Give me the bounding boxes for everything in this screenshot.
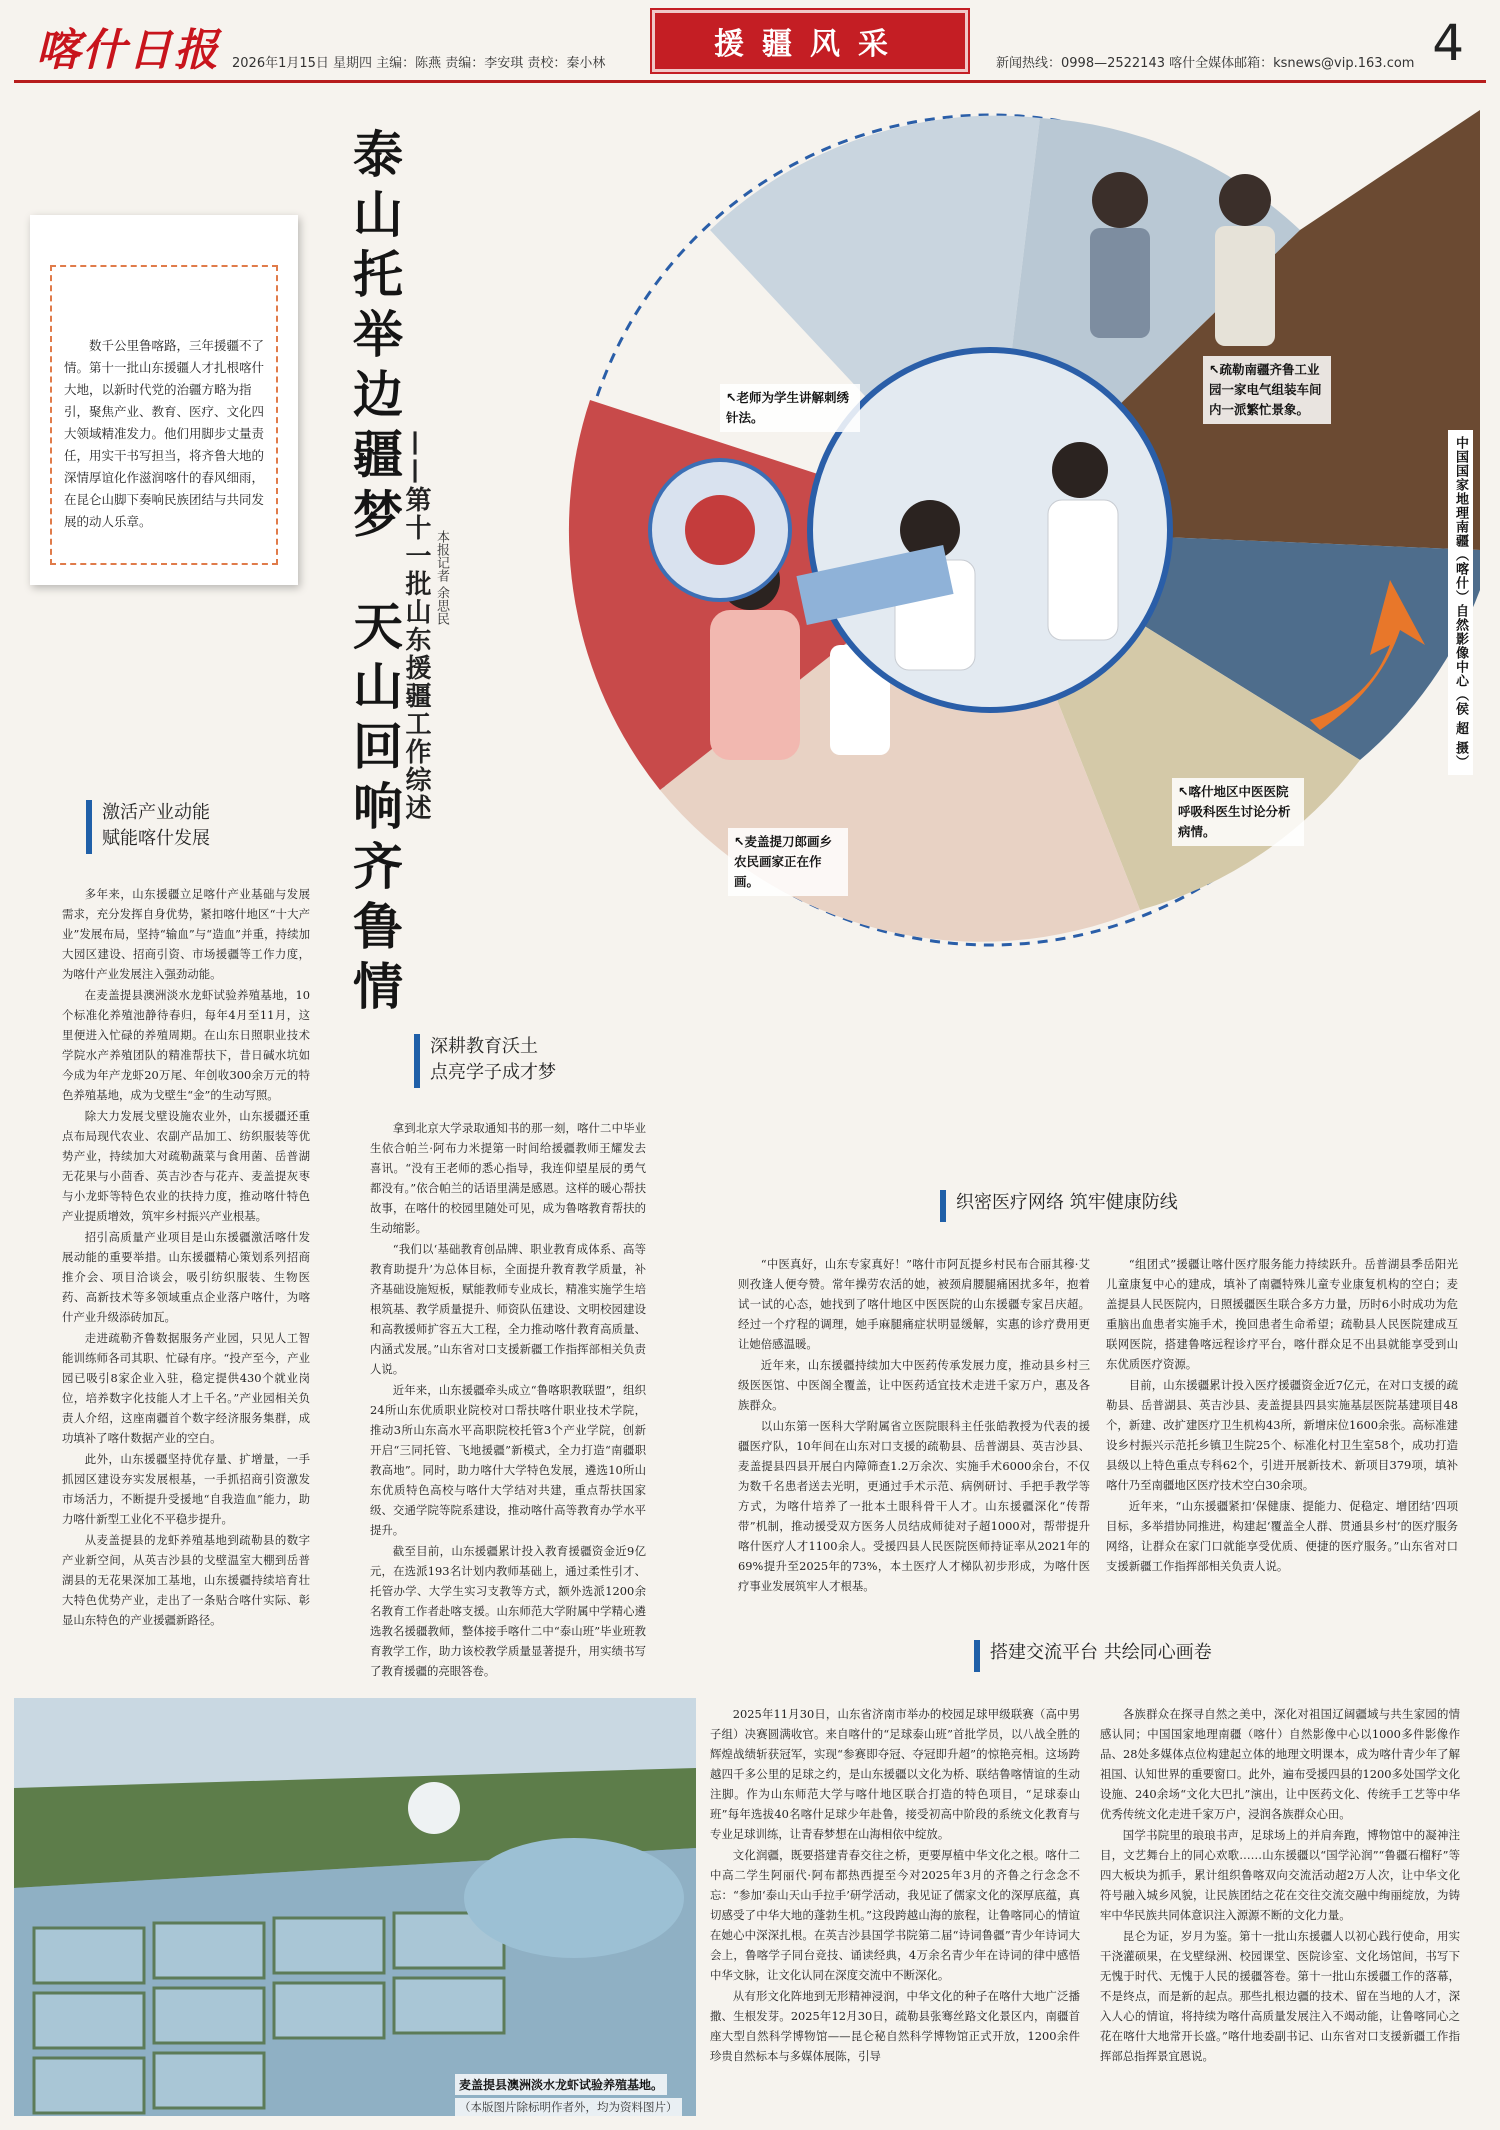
- photo-crayfish-base: [14, 1698, 696, 2116]
- paragraph: 多年来，山东援疆立足喀什产业基础与发展需求，充分发挥自身优势，紧扣喀什地区“十大产业”发展布局，坚持“输血”与“造血”并重，持续加大园区建设、招商引资、市场援疆等工作力度，为喀什产业发展注入强劲动能。: [62, 887, 310, 981]
- intro-text: 数千公里鲁喀路，三年援疆不了情。第十一批山东援疆人才扎根喀什大地，以新时代党的治疆方略为指引，聚焦产业、教育、医疗、文化四大领域精准发力。他们用脚步丈量责任，用实干书写担当，将齐鲁大地的深情厚谊化作滋润喀什的春风细雨，在昆仑山脚下奏响民族团结与共同发展的动人乐章。: [64, 338, 265, 529]
- paragraph: 在麦盖提县澳洲淡水龙虾试验养殖基地，10个标准化养殖池静待春归，每年4月至11月，这里便进入忙碌的养殖周期。在山东日照职业技术学院水产养殖团队的精准帮扶下，昔日碱水坑如今成为年产龙虾20万尾、年创收300余万元的特色养殖基地，成为戈壁生“金”的生动写照。: [62, 988, 310, 1102]
- paragraph: “我们以‘基础教育创品牌、职业教育成体系、高等教育助提升’为总体目标，全面提升教育教学质量，补齐基础设施短板，赋能教师专业成长，精准实施学生培根筑基、教学质量提升、师资队伍建设、文明校园建设和高教援师扩容五大工程，全力推动喀什教育高质量、内涵式发展。”山东省对口支援新疆工作指挥部相关负责人说。: [370, 1242, 646, 1376]
- paragraph: 以山东第一医科大学附属省立医院眼科主任张皓教授为代表的援疆医疗队，10年间在山东对口支援的疏勒县、岳普湖县、英吉沙县、麦盖提县四县开展白内障筛查1.2万余次、实施手术6000余台，不仅为数千名患者送去光明，更通过手术示范、病例研讨、手把手教学等方式，为喀什培养了一批本土眼科骨干人才。山东援疆深化“传帮带”机制，推动援受双方医务人员结成师徒对子超1000对，帮带提升喀什医疗人才1100余人。受援四县人民医院医师持证率从2021年的69%提升至2025年的73%，本土医疗人才梯队初步形成，为喀什医疗事业发展筑牢人才根基。: [738, 1419, 1090, 1593]
- culture-body-left: [710, 1704, 1080, 2067]
- headline-part2: 天山回响齐鲁情: [345, 600, 403, 1020]
- headline-subtitle: ——第十一批山东援疆工作综述: [401, 430, 431, 822]
- section-medical-header: [940, 1190, 1178, 1222]
- medical-body-right: [1106, 1254, 1458, 1577]
- doctor-body-2: [1048, 500, 1118, 640]
- landscape-caption: 麦盖提县澳洲淡水龙虾试验养殖基地。: [455, 2074, 667, 2095]
- paragraph: 文化润疆，既要搭建青春交往之桥，更要厚植中华文化之根。喀什二中高二学生阿丽代·阿布都热西提至今对2025年3月的齐鲁之行念念不忘：“参加‘泰山天山手拉手’研学活动，我见证了儒家文化的深厚底蕴，真切感受了中华大地的蓬勃生机。”这段跨越山海的旅程，让鲁喀同心的情谊在她心中深深扎根。在英吉沙县国学书院第二届“诗词鲁疆”青少年诗词大会上，鲁喀学子同台竞技、诵读经典，4万余名青少年在诗词的律中感悟中华文脉，让文化认同在深度交流中不断深化。: [710, 1848, 1080, 1982]
- section-industry-header: [86, 800, 210, 854]
- section-bar: [974, 1640, 980, 1672]
- paragraph: 国学书院里的琅琅书声，足球场上的并肩奔跑，博物馆中的凝神注目，文艺舞台上的同心欢歌……山东援疆以“国学沁润”“鲁疆石榴籽”等四大板块为抓手，累计组织鲁喀双向交流活动超2万人次，让中华文化符号融入城乡风貌，让民族团结之花在交往交流交融中绚丽绽放，为铸牢中华民族共同体意识注入源源不断的文化力量。: [1100, 1828, 1460, 1922]
- section-culture-header: [974, 1640, 1212, 1672]
- hotline: 新闻热线：0998—2522143 喀什全媒体邮箱：ksnews@vip.163.com: [996, 56, 1415, 71]
- paragraph: 近年来，山东援疆持续加大中医药传承发展力度，推动县乡村三级医医馆、中医阁全覆盖，让中医药适宜技术走进千家万户，惠及各族群众。: [738, 1358, 1090, 1412]
- paragraph: “组团式”援疆让喀什医疗服务能力持续跃升。岳普湖县季岳阳光儿童康复中心的建成，填补了南疆特殊儿童专业康复机构的空白；麦盖提县人民医院内，日照援疆医生联合多方力量，历时6小时成功为危重脑出血患者实施手术，挽回患者生命希望；疏勒县人民医院建成互联网医院，搭建鲁喀远程诊疗平台，喀什群众足不出县就能享受到山东优质医疗资源。: [1106, 1257, 1458, 1371]
- worker-head-2: [1219, 174, 1271, 226]
- section-education-line2: 点亮学子成才梦: [430, 1062, 556, 1083]
- dateline: 2026年1月15日 星期四 主编：陈燕 责编：李安琪 责校：秦小林: [232, 56, 606, 71]
- paragraph: 目前，山东援疆累计投入医疗援疆资金近7亿元，在对口支援的疏勒县、岳普湖县、英吉沙县、麦盖提县四县实施基层医院基建项目48个，新建、改扩建医疗卫生机构43所，新增床位1600余张。高标准建设乡村振兴示范托乡镇卫生院25个、标准化村卫生室58个，成功打造县级以上特色重点专科62个，引进开展新技术、新项目379项，填补喀什乃至南疆地区医疗技术空白30余项。: [1106, 1378, 1458, 1492]
- industry-body: [62, 884, 310, 1631]
- education-body: [370, 1118, 646, 1682]
- medical-body-left: [738, 1254, 1090, 1597]
- worker-head-1: [1092, 172, 1148, 228]
- caption-painting: ↖麦盖提刀郎画乡农民画家正在作画。: [728, 828, 848, 896]
- paragraph: 此外，山东援疆坚持优存量、扩增量，一手抓园区建设夯实发展根基，一手抓招商引资激发市场活力，不断提升受援地“自我造血”能力，助力喀什新型工业化不平稳步提升。: [62, 1452, 310, 1526]
- section-culture-title: 搭建交流平台 共绘同心画卷: [990, 1642, 1212, 1663]
- paragraph: 各族群众在探寻自然之美中，深化对祖国辽阔疆域与共生家园的情感认同；中国国家地理南疆（喀什）自然影像中心以1000多件影像作品、28处多媒体点位构建起立体的地理文明课本，成为喀什青少年了解祖国、认知世界的重要窗口。此外，遍布受援四县的1200多处国学文化设施、240余场“文化大巴扎”演出，让中医药文化、传统手工艺等中华优秀传统文化走进千家万户，浸润各族群众心田。: [1100, 1707, 1460, 1821]
- section-education-header: [414, 1034, 556, 1088]
- caption-factory: ↖疏勒南疆齐鲁工业园一家电气组装车间内一派繁忙景象。: [1203, 356, 1331, 424]
- section-education-line1: 深耕教育沃土: [430, 1036, 538, 1057]
- paragraph: 从麦盖提县的龙虾养殖基地到疏勒县的数字产业新空间，从英吉沙县的戈壁温室大棚到岳普湖县的无花果深加工基地，山东援疆持续培育壮大特色优势产业，走出了一条贴合喀什实际、彰显山东特色的产业援疆新路径。: [62, 1533, 310, 1627]
- newspaper-logo: 喀什日报: [36, 25, 220, 76]
- masthead-rule: [14, 80, 1486, 83]
- paragraph: 截至目前，山东援疆累计投入教育援疆资金近9亿元，在选派193名计划内教师基础上，通过柔性引才、托管办学、大学生实习支教等方式，额外选派1200余名教育工作者赴喀支援。山东师范大学附属中学精心遴选教名援疆教师，整体接手喀什二中“泰山班”毕业班教育教学工作，助力该校教学质量显著提升，用实绩书写了教育援疆的亮眼答卷。: [370, 1544, 646, 1678]
- paragraph: 昆仑为证，岁月为鉴。第十一批山东援疆人以初心践行使命，用实干浇灌硕果，在戈壁绿洲、校园课堂、医院诊室、文化场馆间，书写下无愧于时代、无愧于人民的援疆答卷。第十一批山东援疆工作的落幕，不是终点，而是新的起点。那些扎根边疆的技术、留在当地的人才，深入人心的情谊，将持续为喀什高质量发展注入不竭动能，让鲁喀同心之花在喀什大地常开长盛。”喀什地委副书记、山东省对口支援新疆工作指挥部总指挥景宜恩说。: [1100, 1929, 1460, 2063]
- photo-ring: [500, 110, 1490, 1070]
- teacher-body: [710, 610, 800, 760]
- byline: 本报记者 余思民: [434, 530, 449, 626]
- paragraph: 走进疏勒齐鲁数据服务产业园，只见人工智能训练师各司其职、忙碌有序。“投产至今，产业园已吸引8家企业入驻，稳定提供430个就业岗位，培养数字化技能人才上千名。”产业园相关负责人介绍，这座南疆首个数字经济服务集群，成功填补了喀什数据产业的空白。: [62, 1331, 310, 1445]
- paragraph: “中医真好，山东专家真好！”喀什市阿瓦提乡村民布合丽其穆·艾则孜逢人便夸赞。常年操劳农活的她，被颈肩腰腿痛困扰多年，抱着试一试的心态，她找到了喀什地区中医医院的山东援疆专家吕庆超。经过一个疗程的调理，她手麻腿痛症状明显缓解，实惠的诊疗费用更让她倍感温暖。: [738, 1257, 1090, 1351]
- section-industry-line2: 赋能喀什发展: [102, 828, 210, 849]
- section-banner: 援疆风采: [652, 10, 968, 72]
- culture-body-right: [1100, 1704, 1460, 2067]
- section-bar: [940, 1190, 946, 1222]
- paragraph: 近年来，山东援疆牵头成立“鲁喀职教联盟”，组织24所山东优质职业院校对口帮扶喀什职业技术学院，推动3所山东高水平高职院校托管3个产业学院，创新开启“三同托管、飞地援疆”新模式，全力打造“南疆职教高地”。同时，助力喀什大学特色发展，遴选10所山东优质特色高校与喀什大学结对共建，重点帮扶国家级、交通学院等院系建设，推动喀什高等教育办学水平提升。: [370, 1383, 646, 1537]
- caption-teacher: ↖老师为学生讲解刺绣针法。: [720, 384, 860, 432]
- landscape-credit: （本版图片除标明作者外，均为资料图片）: [455, 2098, 682, 2116]
- paragraph: 拿到北京大学录取通知书的那一刻，喀什二中毕业生依合帕兰·阿布力米提第一时间给援疆教师王耀发去喜讯。“没有王老师的悉心指导，我连仰望星辰的勇气都没有。”依合帕兰的话语里满是感恩。这样的暖心帮扶故事，在喀什的校园里随处可见，成为鲁喀教育帮扶的生动缩影。: [370, 1121, 646, 1235]
- caption-hospital: ↖喀什地区中医医院呼吸科医生讨论分析病情。: [1172, 778, 1304, 846]
- paragraph: 从有形文化阵地到无形精神浸润，中华文化的种子在喀什大地广泛播撒、生根发芽。2025年12月30日，疏勒县张骞丝路文化景区内，南疆首座大型自然科学博物馆——昆仑秘自然科学博物馆正式开放，1200余件珍贵自然标本与多媒体展陈，引导: [710, 1989, 1080, 2063]
- paragraph: 除大力发展戈壁设施农业外，山东援疆还重点布局现代农业、农副产品加工、纺织服装等优势产业，持续加大对疏勒蔬菜与食用菌、岳普湖无花果与小茴香、英吉沙杏与花卉、麦盖提灰枣与小龙虾等特色农业的扶持力度，推动喀什特色产业提质增效，筑牢乡村振兴产业根基。: [62, 1109, 310, 1223]
- section-medical-title: 织密医疗网络 筑牢健康防线: [956, 1192, 1178, 1213]
- section-bar: [86, 800, 92, 854]
- doctor-head-2: [1052, 442, 1108, 498]
- paragraph: 近年来，“山东援疆紧扣‘保健康、提能力、促稳定、增团结’四项目标，多举措协同推进，构建起‘覆盖全人群、贯通县乡村’的医疗服务网络，让群众在家门口就能享受优质、便捷的医疗服务。”山东省对口支援新疆工作指挥部相关负责人说。: [1106, 1499, 1458, 1573]
- paragraph: 2025年11月30日，山东省济南市举办的校园足球甲级联赛（高中男子组）决赛圆满收官。来自喀什的“足球泰山班”首批学员，以八战全胜的辉煌战绩斩获冠军，实现“参赛即夺冠、夺冠即升超”的惊艳亮相。这场跨越四千多公里的足球之约，是山东援疆以文化为桥、联结鲁喀情谊的生动注脚。作为山东师范大学与喀什地区联合打造的特色项目，“足球泰山班”每年选拔40名喀什足球少年赴鲁，接受初高中阶段的系统文化教育与专业足球训练，让青春梦想在山海相依中绽放。: [710, 1707, 1080, 1841]
- page-number: 4: [1432, 14, 1464, 72]
- worker-body-1: [1090, 228, 1150, 338]
- worker-body-2: [1215, 226, 1275, 346]
- section-industry-line1: 激活产业动能: [102, 802, 210, 823]
- headline-part1: 泰山托举边疆梦: [345, 128, 403, 548]
- intro-card: [30, 215, 298, 585]
- masthead: [0, 0, 1500, 80]
- mandala-center: [685, 495, 755, 565]
- paragraph: 招引高质量产业项目是山东援疆激活喀什发展动能的重要举措。山东援疆精心策划系列招商推介会、项目洽谈会，吸引纺织服装、生物医药、高新技术等多领域重点企业落户喀什，为喀什产业升级添砖加瓦。: [62, 1230, 310, 1324]
- caption-vertical: 中国国家地理南疆（喀什）自然影像中心（侯 超 摄）: [1448, 430, 1473, 775]
- section-bar: [414, 1034, 420, 1088]
